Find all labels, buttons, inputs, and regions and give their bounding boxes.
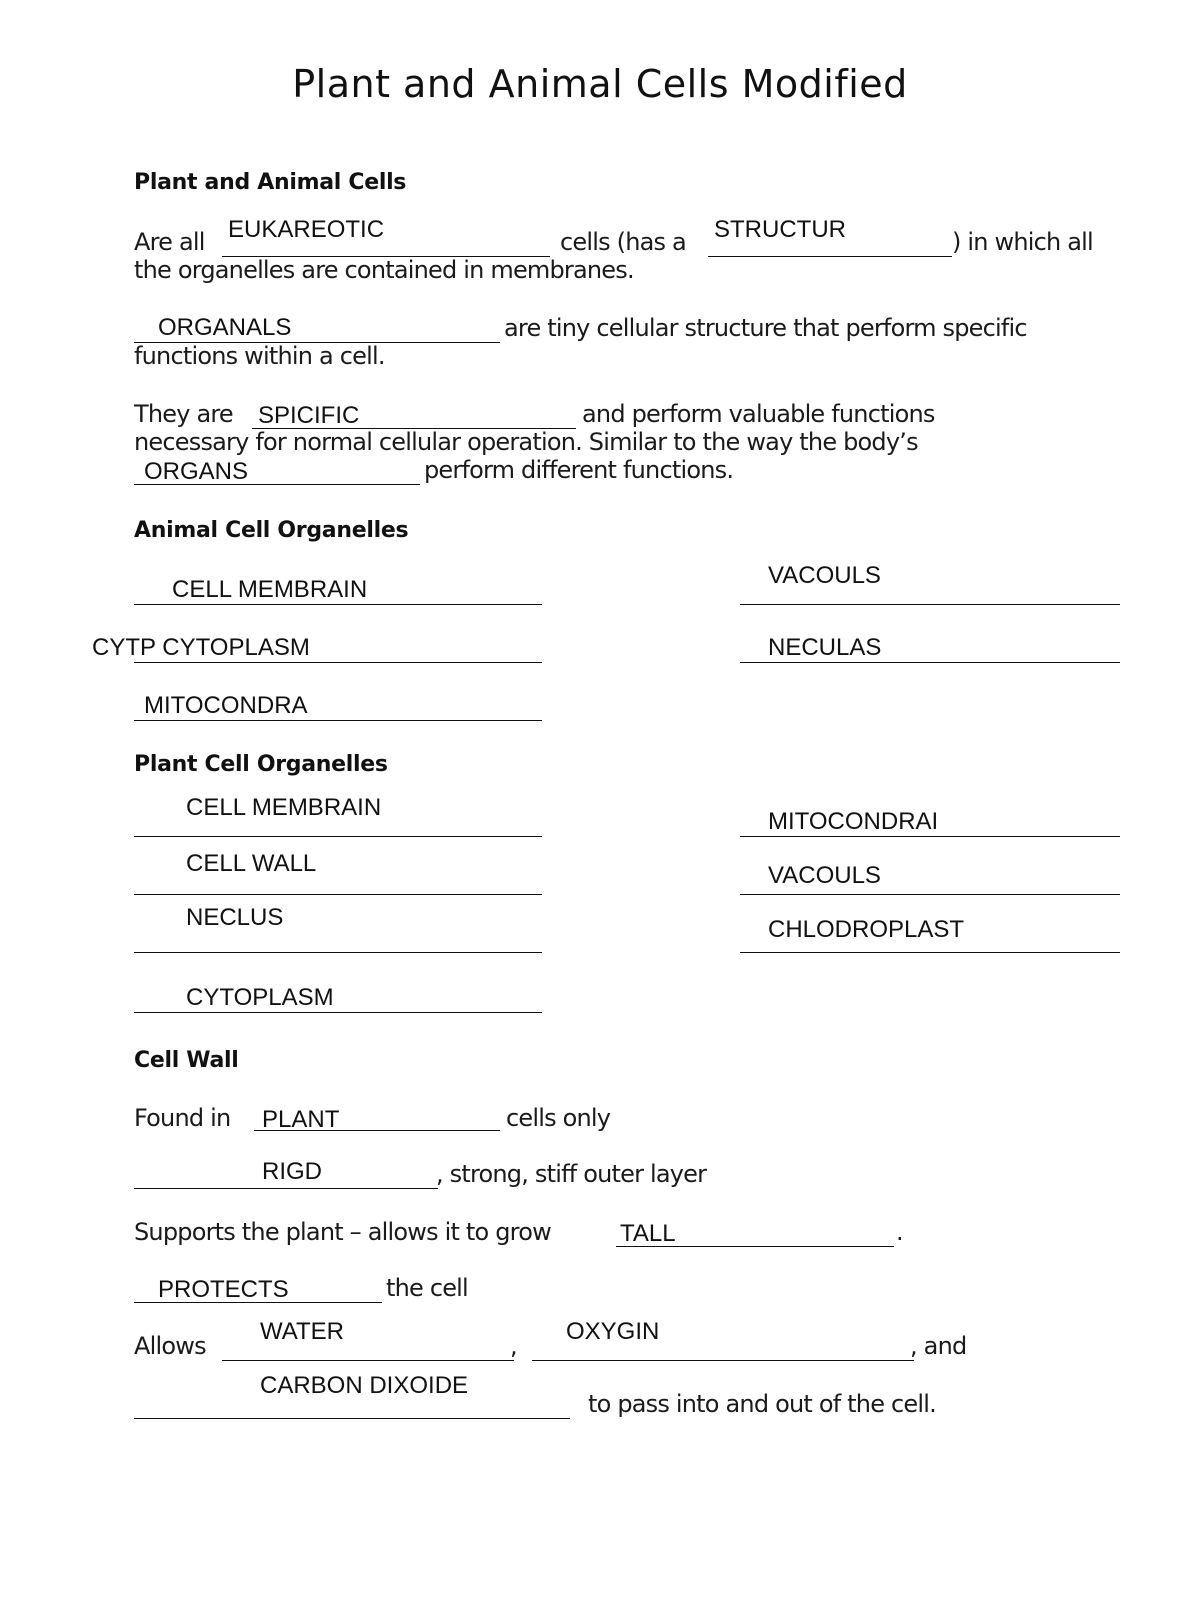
blank-line[interactable] (740, 952, 1120, 953)
answer-water[interactable]: WATER (260, 1318, 344, 1345)
blank-line[interactable] (134, 720, 542, 721)
answer-eukaryotic[interactable]: EUKAREOTIC (228, 216, 385, 243)
text-period: . (896, 1218, 903, 1246)
text-necessary-for-normal: necessary for normal cellular operation. Similar to the way the body’s (134, 428, 918, 456)
heading-plant-cell-organelles: Plant Cell Organelles (134, 752, 388, 777)
text-comma: , (510, 1332, 517, 1360)
answer-animal-cell-membrane[interactable]: CELL MEMBRAIN (172, 576, 368, 603)
answer-plant-mitochondria[interactable]: MITOCONDRAI (768, 808, 939, 835)
blank-line[interactable] (222, 1360, 514, 1361)
blank-line[interactable] (134, 1418, 570, 1419)
answer-plant[interactable]: PLANT (262, 1106, 340, 1133)
answer-structure[interactable]: STRUCTUR (714, 216, 846, 243)
answer-plant-cell-wall[interactable]: CELL WALL (186, 850, 317, 877)
text-perform-valuable: and perform valuable functions (582, 400, 935, 428)
blank-line[interactable] (740, 836, 1120, 837)
answer-animal-vacuoles[interactable]: VACOULS (768, 562, 881, 589)
text-cells-only: cells only (506, 1104, 611, 1132)
answer-animal-nucleus[interactable]: NECULAS (768, 634, 882, 661)
answer-protects[interactable]: PROTECTS (158, 1276, 289, 1303)
answer-animal-mitochondria[interactable]: MITOCONDRA (144, 692, 308, 719)
text-found-in: Found in (134, 1104, 231, 1132)
text-tiny-cellular-structure: are tiny cellular structure that perform specific (504, 314, 1027, 342)
answer-rigid[interactable]: RIGD (262, 1158, 322, 1185)
blank-line[interactable] (134, 604, 542, 605)
text-are-all: Are all (134, 228, 205, 256)
text-functions-within-cell: functions within a cell. (134, 342, 385, 370)
answer-specific[interactable]: SPICIFIC (258, 402, 360, 429)
heading-cell-wall: Cell Wall (134, 1048, 239, 1073)
heading-plant-and-animal-cells: Plant and Animal Cells (134, 170, 407, 195)
answer-plant-cytoplasm[interactable]: CYTOPLASM (186, 984, 334, 1011)
answer-plant-vacuoles[interactable]: VACOULS (768, 862, 881, 889)
blank-line[interactable] (134, 662, 542, 663)
text-in-which-all: ) in which all (952, 228, 1093, 256)
blank-line[interactable] (134, 836, 542, 837)
text-and: , and (910, 1332, 967, 1360)
blank-line[interactable] (134, 1188, 438, 1189)
answer-carbon-dioxide[interactable]: CARBON DIXOIDE (260, 1372, 469, 1399)
text-the-cell: the cell (386, 1274, 468, 1302)
blank-line[interactable] (134, 894, 542, 895)
text-organelles-contained: the organelles are contained in membranes. (134, 256, 634, 284)
blank-line[interactable] (134, 1012, 542, 1013)
text-supports-the-plant: Supports the plant – allows it to grow (134, 1218, 551, 1246)
text-cells-has-a: cells (has a (560, 228, 686, 256)
blank-line[interactable] (134, 952, 542, 953)
answer-organs[interactable]: ORGANS (144, 458, 249, 485)
answer-organelles[interactable]: ORGANALS (158, 314, 292, 341)
text-strong-stiff-outer-layer: , strong, stiff outer layer (436, 1160, 707, 1188)
blank-line[interactable] (740, 894, 1120, 895)
answer-plant-chloroplast[interactable]: CHLODROPLAST (768, 916, 965, 943)
answer-oxygen[interactable]: OXYGIN (566, 1318, 660, 1345)
heading-animal-cell-organelles: Animal Cell Organelles (134, 518, 409, 543)
page-title: Plant and Animal Cells Modified (292, 62, 908, 106)
answer-animal-cytoplasm[interactable]: CYTP CYTOPLASM (92, 634, 310, 661)
blank-line[interactable] (532, 1360, 914, 1361)
answer-plant-nucleus[interactable]: NECLUS (186, 904, 284, 931)
blank-line[interactable] (740, 604, 1120, 605)
text-to-pass-into-and-out: to pass into and out of the cell. (588, 1390, 936, 1418)
blank-line[interactable] (740, 662, 1120, 663)
text-allows: Allows (134, 1332, 206, 1360)
blank-line[interactable] (708, 256, 952, 257)
text-perform-different: perform different functions. (424, 456, 734, 484)
answer-plant-cell-membrane[interactable]: CELL MEMBRAIN (186, 794, 382, 821)
text-they-are: They are (134, 400, 233, 428)
answer-tall[interactable]: TALL (620, 1220, 676, 1247)
